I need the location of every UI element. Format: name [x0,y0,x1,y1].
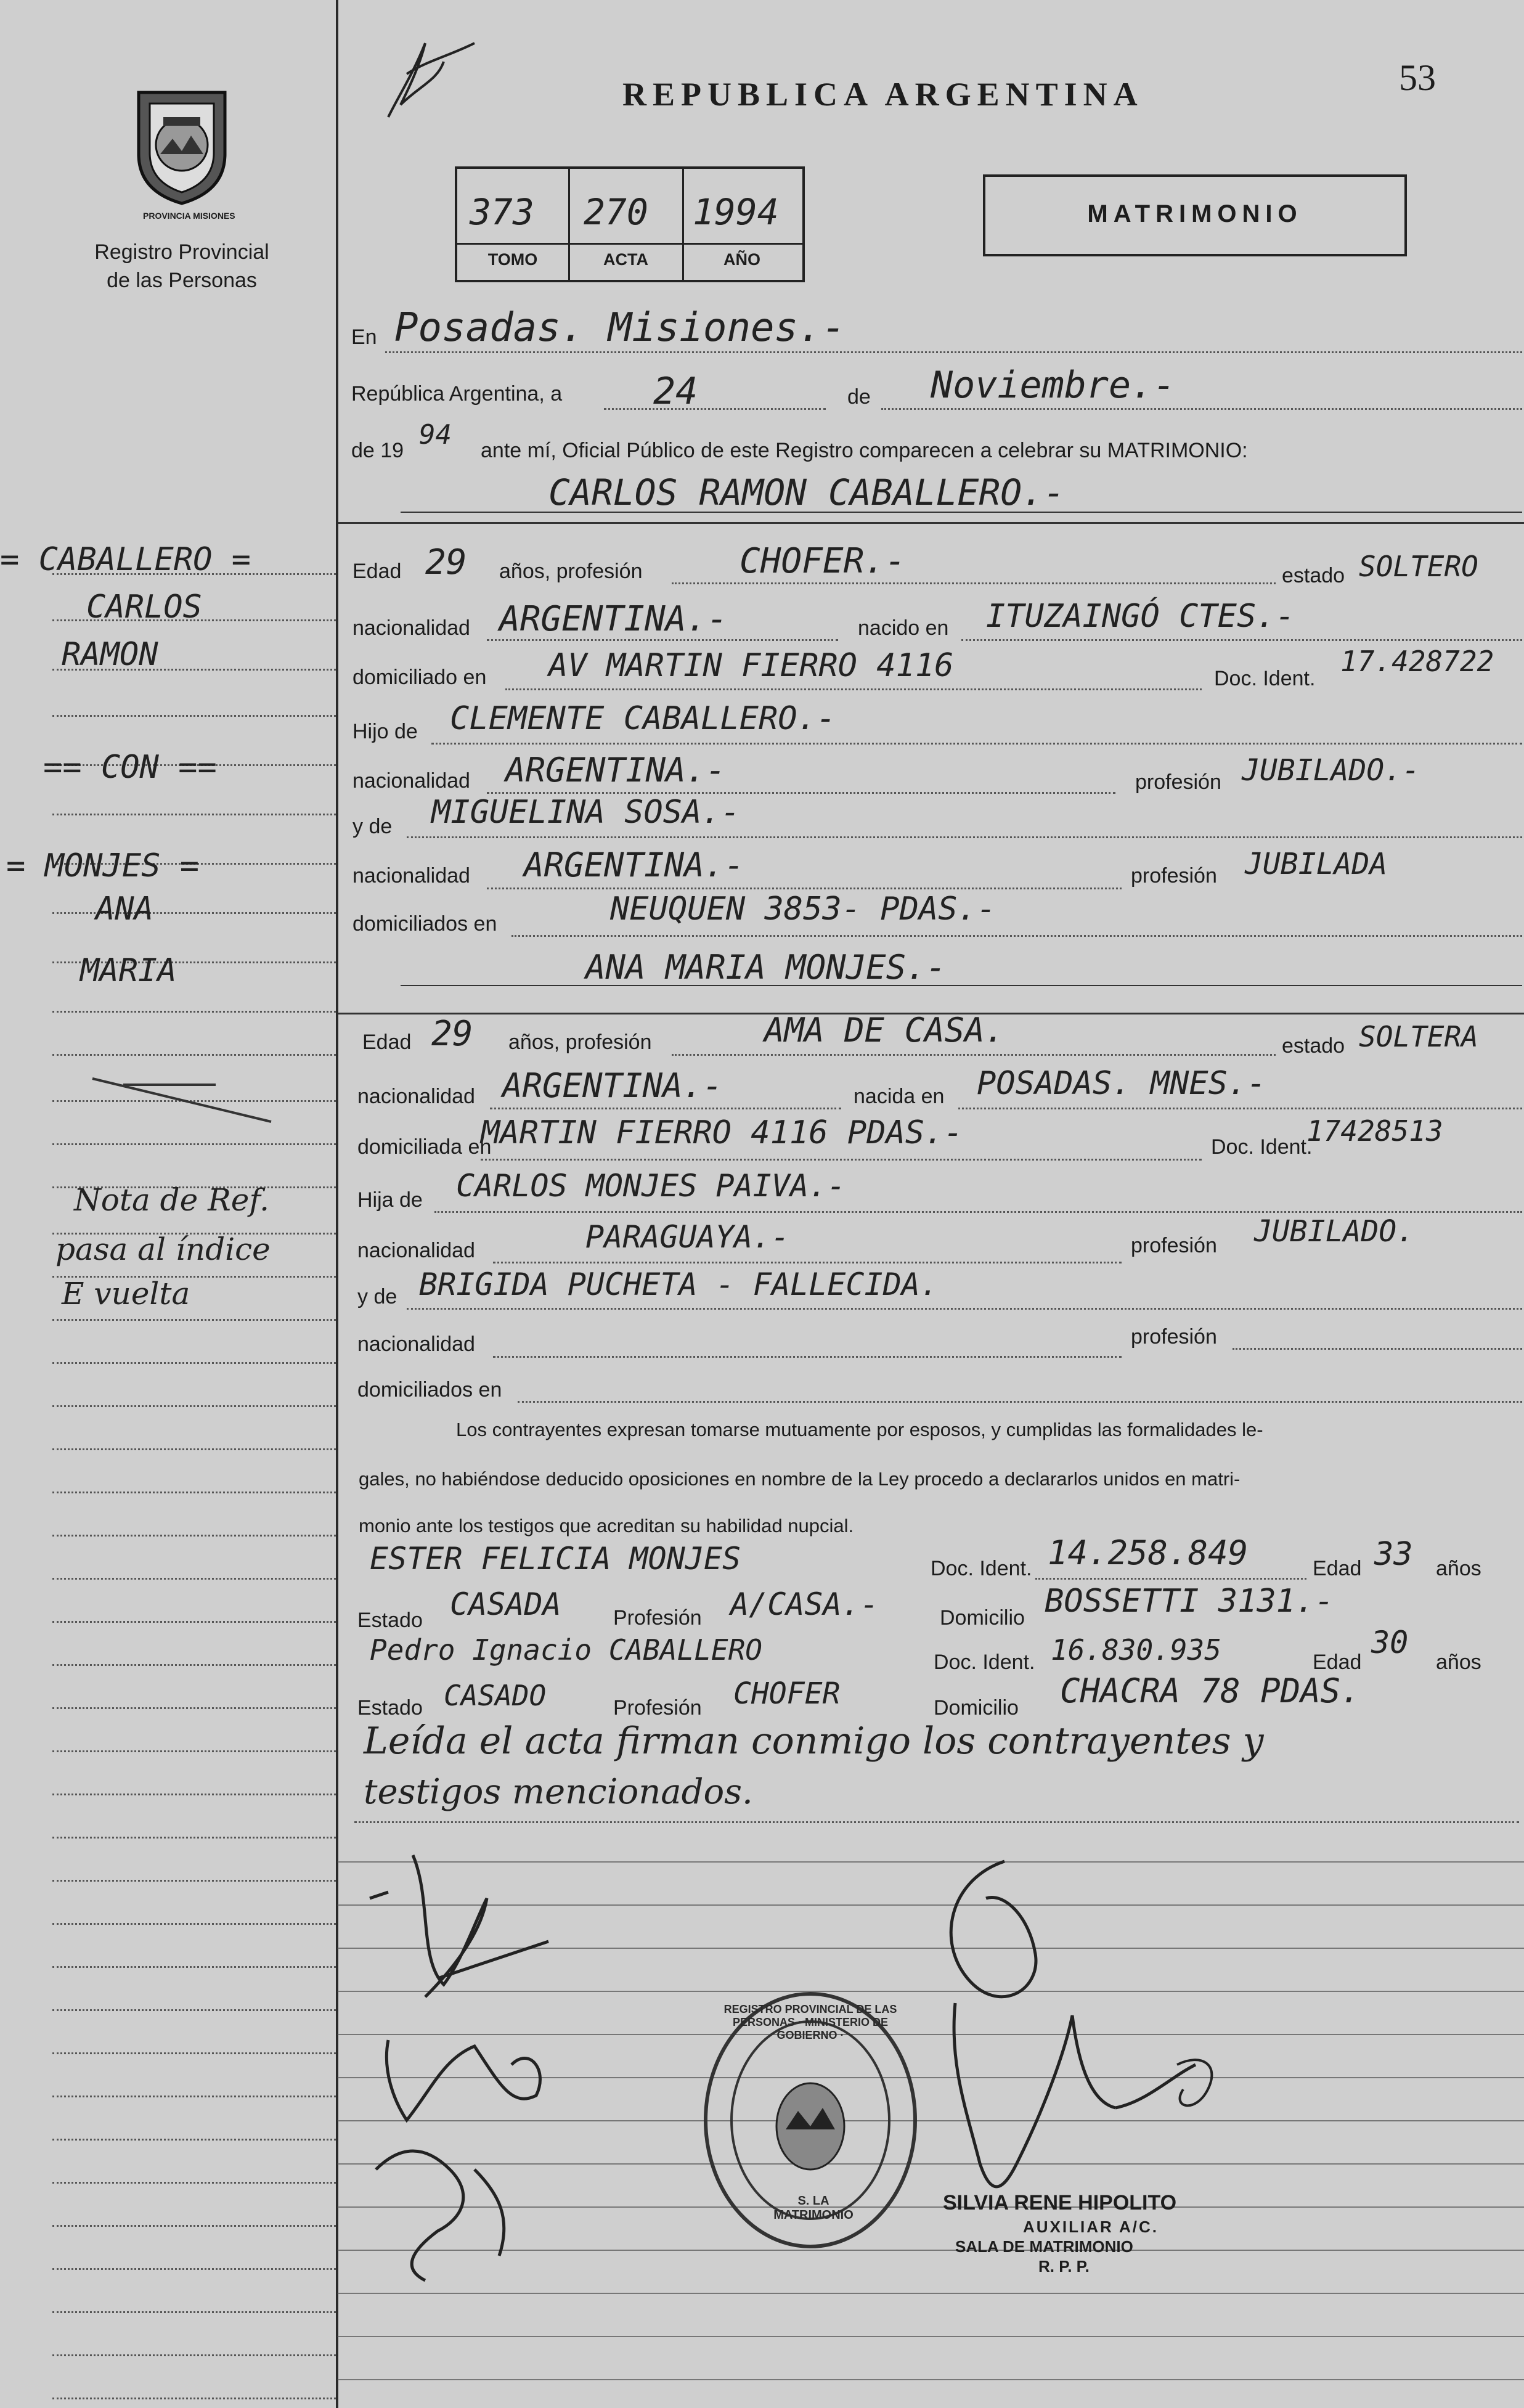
groom-nationality-label: nacionalidad [352,616,470,640]
witness1-address: BOSSETTI 3131.- [1045,1583,1334,1620]
record-table [455,166,805,282]
tomo-label: TOMO [487,250,538,269]
witness2-status: CASADO [444,1679,547,1712]
bride-father-profession-label: profesión [1131,1234,1217,1257]
witness1-name: ESTER FELICIA MONJES [370,1541,741,1577]
day-value: 24 [653,370,698,413]
initials-signature [364,18,487,136]
page-number: 53 [1399,57,1436,98]
bride-address: MARTIN FIERRO 4116 PDAS.- [481,1114,963,1151]
province-emblem-icon [126,80,237,210]
bride-parents-address-label: domiciliados en [357,1378,502,1402]
bride-doc: 17428513 [1306,1114,1443,1148]
groom-profession: CHOFER.- [740,541,906,581]
witness2-doc-label: Doc. Ident. [934,1651,1035,1674]
bride-address-label: domiciliada en [357,1135,492,1159]
witness1-profession-label: Profesión [613,1606,702,1630]
witness1-age: 33 [1374,1536,1413,1573]
official-signature [912,1843,1257,2225]
bride-mother: BRIGIDA PUCHETA - FALLECIDA. [419,1267,939,1302]
margin-note-line3: E vuelta [62,1276,190,1312]
witness1-age-label: Edad [1313,1557,1362,1580]
witness1-doc-label: Doc. Ident. [931,1557,1032,1580]
republica-label: República Argentina, a [351,382,563,406]
groom-doc: 17.428722 [1340,645,1494,678]
bride-birthplace-label: nacida en [854,1085,945,1108]
margin-bride-surname: = MONJES = [6,847,200,884]
witness2-doc: 16.830.935 [1051,1633,1221,1667]
margin-groom-second: RAMON [62,636,158,673]
bride-father-nationality-label: nacionalidad [357,1239,475,1262]
witness1-doc: 14.258.849 [1048,1533,1249,1572]
party-signatures [351,1824,635,2361]
declaration-line1: Los contrayentes expresan tomarse mutuamente por esposos, y cumplidas las formalidades le- [456,1419,1263,1440]
bride-birthplace: POSADAS. MNES.- [977,1065,1266,1102]
groom-mother-profession: JUBILADA [1245,847,1388,881]
bride-age: 29 [431,1014,473,1054]
bride-father: CARLOS MONJES PAIVA.- [456,1168,846,1204]
official-name: SILVIA RENE HIPOLITO [943,2191,1177,2214]
bride-name: ANA MARIA MONJES.- [585,948,947,987]
groom-parents-address-label: domiciliados en [352,912,497,936]
groom-father-label: Hijo de [352,720,418,743]
de-label: de [847,385,871,409]
margin-strike-mark [86,1060,283,1134]
declaration-line3: monio ante los testigos que acreditan su habilidad nupcial. [359,1515,854,1537]
groom-name: CARLOS RAMON CABALLERO.- [548,471,1066,513]
witness2-address: CHACRA 78 PDAS. [1060,1671,1361,1710]
witness2-years-label: años [1436,1651,1481,1674]
groom-birthplace-label: nacido en [858,616,949,640]
groom-age: 29 [425,542,467,582]
witness1-status: CASADA [450,1586,561,1622]
official-office: SALA DE MATRIMONIO [955,2237,1133,2256]
formula-text: ante mí, Oficial Público de este Registro comparecen a celebrar su MATRIMONIO: [481,439,1248,462]
acta-label: ACTA [603,250,648,269]
month-value: Noviembre.- [931,364,1176,407]
margin-divider [336,0,338,2408]
groom-status: SOLTERO [1359,550,1478,583]
bride-mother-nationality-label: nacionalidad [357,1333,475,1356]
emblem-text: PROVINCIA MISIONES [143,211,235,221]
groom-father-nationality-label: nacionalidad [352,769,470,793]
en-label: En [351,325,377,349]
margin-bride-second: MARIA [80,952,177,989]
bride-doc-label: Doc. Ident. [1211,1135,1313,1159]
witness2-name: Pedro Ignacio CABALLERO [370,1633,762,1667]
official-title: AUXILIAR A/C. [1023,2218,1159,2236]
groom-parents-address: NEUQUEN 3853- PDAS.- [610,891,996,928]
witness1-status-label: Estado [357,1609,423,1632]
document-type: MATRIMONIO [1087,200,1303,227]
groom-mother-profession-label: profesión [1131,864,1217,888]
groom-status-label: estado [1282,564,1345,587]
margin-con: == CON == [43,749,217,786]
groom-birthplace: ITUZAINGÓ CTES.- [986,598,1295,635]
country-heading: REPUBLICA ARGENTINA [622,76,1144,113]
registry-name-line1: Registro Provincial [94,240,269,264]
margin-bride-first: ANA [96,891,153,928]
year-suffix: 94 [419,419,452,451]
bride-age-label: Edad [362,1031,412,1054]
witness1-profession: A/CASA.- [730,1586,879,1622]
official-org: R. P. P. [1038,2257,1090,2275]
tomo-value: 373 [470,191,534,233]
bride-nationality: ARGENTINA.- [502,1066,723,1105]
witness2-age-label: Edad [1313,1651,1362,1674]
groom-father-profession: JUBILADO.- [1242,753,1420,788]
acta-value: 270 [584,191,648,233]
groom-mother-label: y de [352,815,393,838]
witness1-address-label: Domicilio [940,1606,1025,1630]
closing-line2: testigos mencionados. [364,1772,753,1812]
groom-mother-nationality: ARGENTINA.- [524,846,744,884]
witness2-address-label: Domicilio [934,1696,1019,1720]
groom-doc-label: Doc. Ident. [1214,667,1316,690]
bride-profession: AMA DE CASA. [764,1011,1005,1050]
place-value: Posadas. Misiones.- [394,305,846,351]
witness1-years-label: años [1436,1557,1481,1580]
bride-profession-label: años, profesión [508,1031,652,1054]
margin-groom-surname: = CABALLERO = [0,541,251,578]
registry-name-line2: de las Personas [107,269,257,292]
groom-age-label: Edad [352,560,402,583]
bride-status-label: estado [1282,1034,1345,1058]
declaration-line2: gales, no habiéndose deducido oposiciones en nombre de la Ley procedo a declararlos unidos en matri- [359,1468,1241,1490]
bride-father-label: Hija de [357,1188,423,1212]
bride-father-nationality: PARAGUAYA.- [585,1219,790,1255]
bride-father-profession: JUBILADO. [1254,1214,1415,1249]
groom-mother-nationality-label: nacionalidad [352,864,470,888]
year-value: 1994 [693,191,779,233]
bride-mother-profession-label: profesión [1131,1325,1217,1349]
margin-note-line1: Nota de Ref. [74,1182,269,1218]
groom-address: AV MARTIN FIERRO 4116 [548,647,954,684]
witness2-status-label: Estado [357,1696,423,1720]
witness2-profession: CHOFER [733,1676,841,1711]
witness2-profession-label: Profesión [613,1696,702,1720]
groom-father-nationality: ARGENTINA.- [505,751,726,790]
groom-nationality: ARGENTINA.- [499,599,728,639]
stamp-inner-text: S. LA MATRIMONIO [773,2194,854,2222]
document-type-box [983,174,1407,256]
stamp-ring-text: REGISTRO PROVINCIAL DE LAS PERSONAS · MINISTERIO DE GOBIERNO · [723,2003,897,2041]
groom-mother: MIGUELINA SOSA.- [431,794,740,831]
margin-note-line2: pasa al índice [55,1231,271,1267]
witness2-age: 30 [1371,1625,1409,1660]
margin-groom-first: CARLOS [86,589,202,626]
groom-profession-label: años, profesión [499,560,643,583]
year-prefix: de 19 [351,439,404,462]
bride-nationality-label: nacionalidad [357,1085,475,1108]
bride-status: SOLTERA [1359,1020,1478,1053]
groom-address-label: domiciliado en [352,666,487,689]
bride-mother-label: y de [357,1285,397,1308]
closing-line1: Leída el acta firman conmigo los contrayentes y [364,1720,1264,1763]
groom-father-profession-label: profesión [1135,770,1221,794]
groom-father: CLEMENTE CABALLERO.- [450,700,836,737]
year-label: AÑO [723,250,760,269]
